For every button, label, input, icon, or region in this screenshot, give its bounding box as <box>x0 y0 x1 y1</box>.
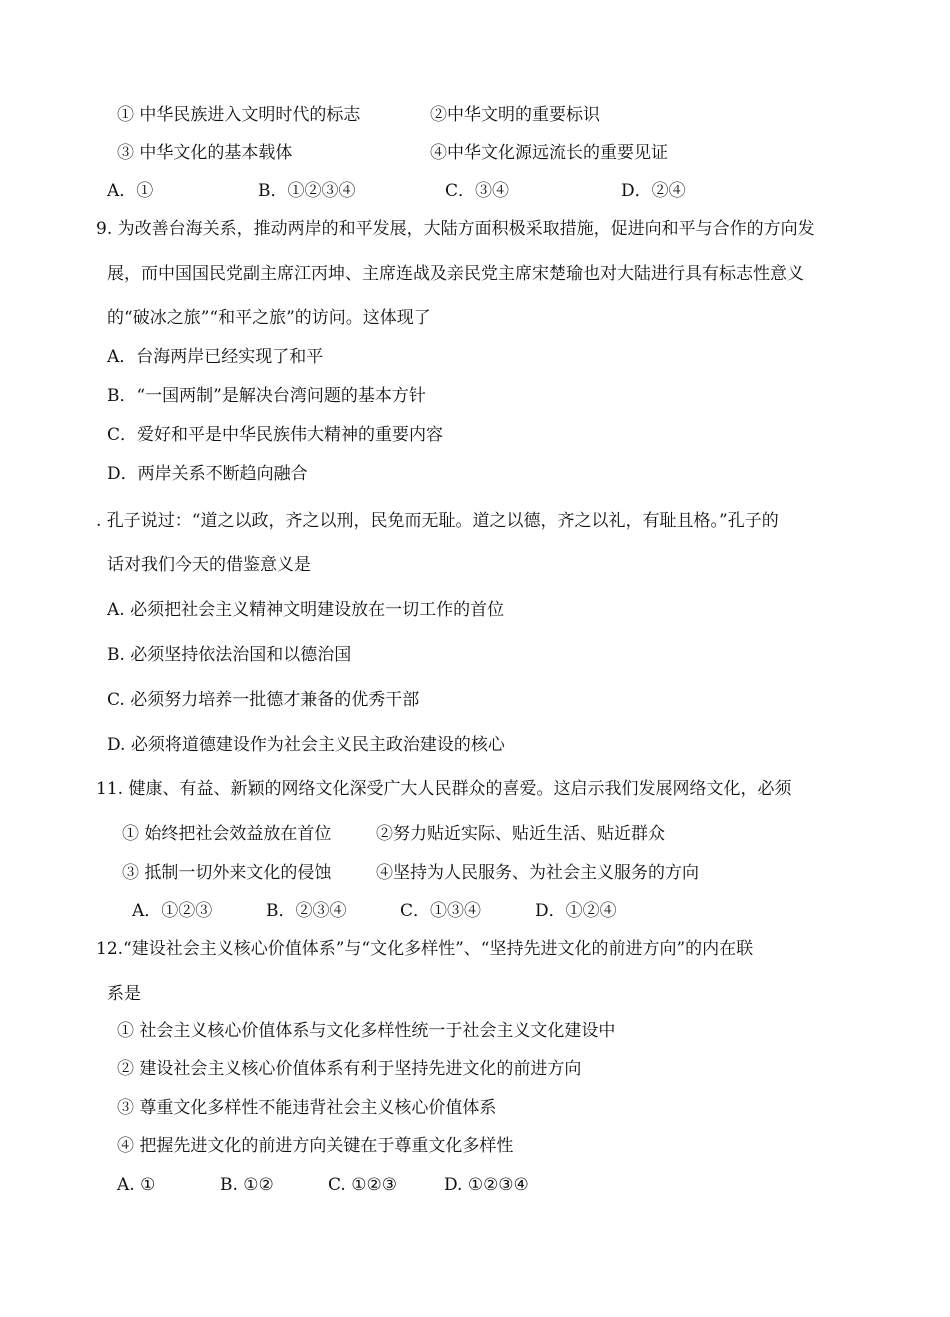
q11-item-3: ③ 抵制一切外来文化的侵蚀 <box>122 863 332 883</box>
q8-item-3: ③ 中华文化的基本载体 <box>117 143 293 163</box>
q9-option-b: B．“一国两制”是解决台湾问题的基本方针 <box>107 386 426 406</box>
q9-stem-line-3: 的“破冰之旅”“和平之旅”的访问。这体现了 <box>107 308 431 328</box>
q12-option-a: A. ① <box>117 1175 156 1195</box>
q8-item-1: ① 中华民族进入文明时代的标志 <box>117 105 361 125</box>
q8-option-a: A．① <box>107 181 154 201</box>
q9-option-d: D．两岸关系不断趋向融合 <box>107 464 308 484</box>
q12-item-2: ② 建设社会主义核心价值体系有利于坚持先进文化的前进方向 <box>117 1059 582 1079</box>
q11-option-c: C．①③④ <box>400 901 482 921</box>
q10-option-b: B. 必须坚持依法治国和以德治国 <box>107 645 352 665</box>
q10-stem-line-1: . 孔子说过：“道之以政，齐之以刑，民免而无耻。道之以德，齐之以礼，有耻且格。”孔子的 <box>96 511 779 531</box>
q9-option-c: C．爱好和平是中华民族伟大精神的重要内容 <box>107 425 444 445</box>
q8-option-d: D．②④ <box>621 181 686 201</box>
q12-item-1: ① 社会主义核心价值体系与文化多样性统一于社会主义文化建设中 <box>117 1021 616 1041</box>
q8-option-c: C．③④ <box>445 181 510 201</box>
q8-option-b: B．①②③④ <box>258 181 356 201</box>
q12-option-d: D. ①②③④ <box>444 1175 529 1195</box>
q12-item-3: ③ 尊重文化多样性不能违背社会主义核心价值体系 <box>117 1098 497 1118</box>
q11-item-2: ②努力贴近实际、贴近生活、贴近群众 <box>376 824 665 844</box>
q12-option-b: B. ①② <box>220 1175 274 1195</box>
q11-option-a: A．①②③ <box>132 901 213 921</box>
q10-stem-line-2: 话对我们今天的借鉴意义是 <box>107 555 311 575</box>
q12-stem-line-2: 系是 <box>107 984 141 1004</box>
q11-stem: 11. 健康、有益、新颖的网络文化深受广大人民群众的喜爱。这启示我们发展网络文化，必须 <box>96 779 792 799</box>
q11-option-d: D．①②④ <box>535 901 617 921</box>
q8-item-4: ④中华文化源远流长的重要见证 <box>430 143 668 163</box>
q12-option-c: C. ①②③ <box>328 1175 397 1195</box>
q9-option-a: A．台海两岸已经实现了和平 <box>107 347 324 367</box>
q9-stem-line-1: 9. 为改善台海关系，推动两岸的和平发展，大陆方面积极采取措施，促进向和平与合作的方向发 <box>96 219 815 239</box>
q8-item-2: ②中华文明的重要标识 <box>430 105 600 125</box>
q12-stem-line-1: 12.“建设社会主义核心价值体系”与“文化多样性”、“坚持先进文化的前进方向”的内在联 <box>96 939 754 959</box>
q11-item-1: ① 始终把社会效益放在首位 <box>122 824 332 844</box>
q12-item-4: ④ 把握先进文化的前进方向关键在于尊重文化多样性 <box>117 1136 514 1156</box>
q10-option-a: A. 必须把社会主义精神文明建设放在一切工作的首位 <box>107 600 505 620</box>
q10-option-d: D. 必须将道德建设作为社会主义民主政治建设的核心 <box>107 735 505 755</box>
q11-option-b: B．②③④ <box>266 901 347 921</box>
q9-stem-line-2: 展，而中国国民党副主席江丙坤、主席连战及亲民党主席宋楚瑜也对大陆进行具有标志性意义 <box>107 264 804 284</box>
q11-item-4: ④坚持为人民服务、为社会主义服务的方向 <box>376 863 699 883</box>
q10-option-c: C. 必须努力培养一批德才兼备的优秀干部 <box>107 690 420 710</box>
